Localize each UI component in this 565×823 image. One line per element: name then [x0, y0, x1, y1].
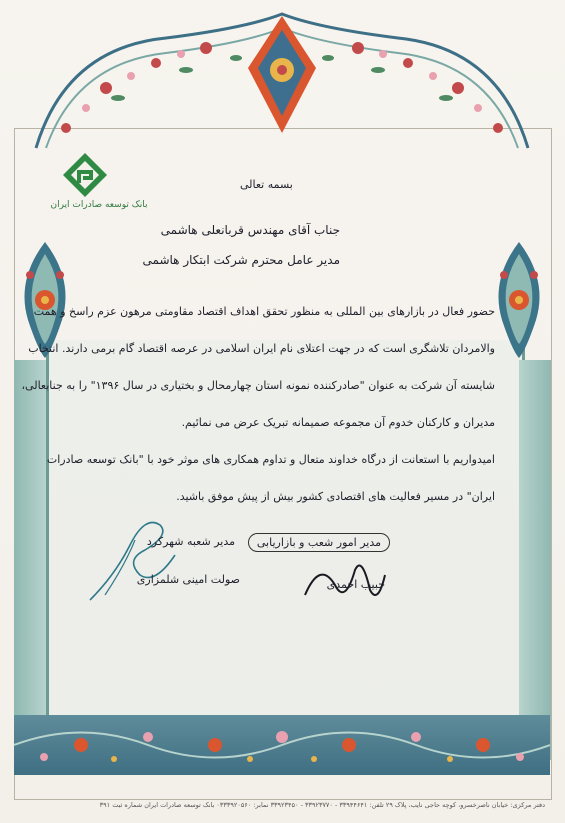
bank-logo: [44, 150, 154, 230]
bank-name: بانک توسعه صادرات ایران: [50, 200, 148, 210]
letterhead-footer: دفتر مرکزی: خیابان ناصرخسرو، کوچه حاجی نایب، پلاک ۲۹ تلفن: ۳۳۹۴۴۶۴۱ - ۳۳۹۲۳۷۷۰ - ۳۳۹۲۳۴۵۰ نمابر: ۰۳۳۳۹۲۰۵۶۰ بانک توسعه صادرات ایران شماره ثبت ۳۹۱: [99, 801, 545, 809]
body-line-5: امیدواریم با استعانت از درگاه خداوند متعال و تداوم همکاری های موثر خود با "بانک توسعه صادرات: [46, 453, 495, 466]
left-signer-name: صولت امینی شلمزاری: [136, 573, 240, 586]
body-line-2: والامردان تلاشگری است که در جهت اعتلای نام ایران اسلامی در عرصه اقتصاد گام برمی دارند. انتخاب: [28, 342, 495, 355]
right-side-ornament: [486, 240, 552, 360]
right-border-column: [519, 360, 551, 760]
bank-emblem-icon: [62, 152, 108, 198]
bottom-ornament-band: [14, 715, 550, 775]
recipient-name: جناب آقای مهندس قربانعلی هاشمی: [160, 223, 340, 237]
bottom-floral-ornament: [14, 715, 550, 775]
right-signer-title: مدیر امور شعب و بازاریابی: [248, 533, 390, 552]
recipient-title: مدیر عامل محترم شرکت ابتکار هاشمی: [142, 253, 340, 267]
left-signer-title: مدیر شعبه شهرکرد: [146, 535, 235, 548]
bismillah-heading: بسمه تعالی: [240, 178, 293, 191]
body-line-1: حضور فعال در بازارهای بین المللی به منظور تحقق اهداف اقتصاد مقاومتی مرهون عزم راسخ و همت: [33, 305, 495, 318]
body-line-6: ایران" در مسیر فعالیت های اقتصادی کشور بیش از پیش موفق باشید.: [176, 490, 495, 503]
body-line-3: شایسته آن شرکت به عنوان "صادرکننده نمونه استان چهارمحال و بختیاری در سال ۱۳۹۶" را به جنابعالی،: [21, 379, 495, 392]
body-line-4: مدیران و کارکنان خدوم آن مجموعه صمیمانه تبریک عرض می نمائیم.: [181, 416, 495, 429]
top-floral-ornament: [26, 8, 538, 158]
left-signature-scribble: [85, 505, 185, 605]
left-border-column: [14, 360, 46, 760]
right-signer-name: حبیب احمدی: [326, 578, 385, 591]
